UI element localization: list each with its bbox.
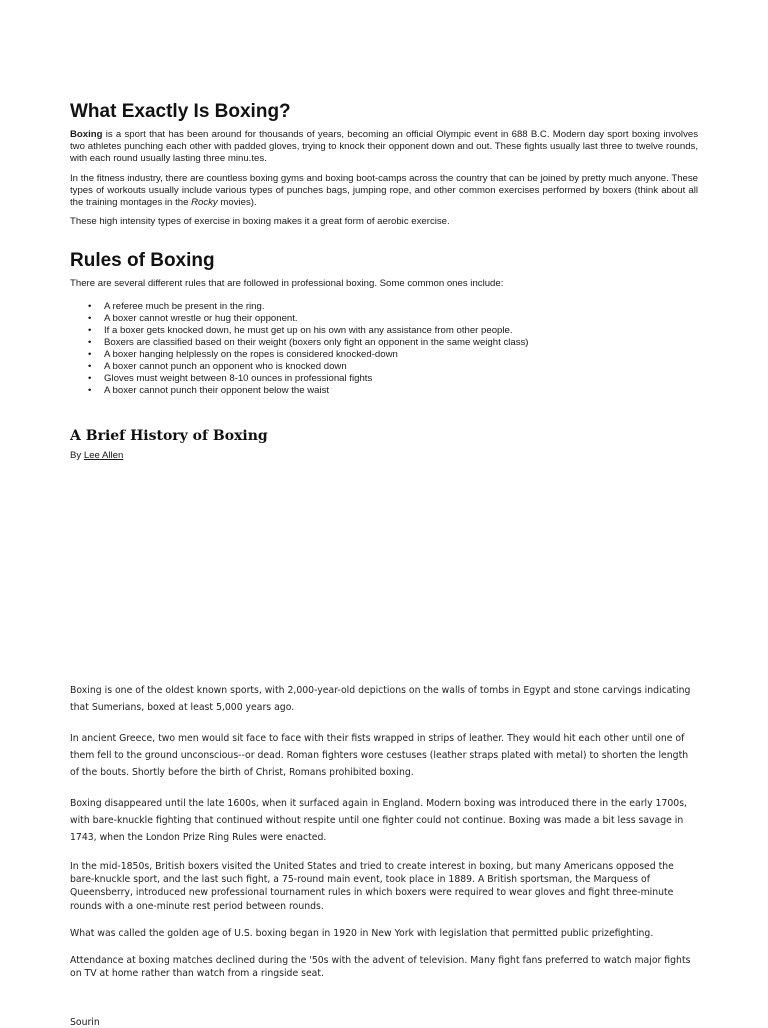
paragraph-aerobic: These high intensity types of exercise in boxing makes it a great form of aerobic exercise. — [70, 216, 450, 228]
paragraph-intro-text: is a sport that has been around for thousands of years, becoming an official Olympic event in 688 B.C. Modern day sport boxing involves two athletes punching each other with padded gloves, trying to knock their opponent down and out. These fights usually last three to twelve rounds, with each round usually lasting three minu.tes. — [70, 129, 698, 165]
list-item — [88, 337, 698, 349]
section-history — [70, 682, 698, 994]
list-item — [88, 301, 698, 313]
history-paragraph: What was called the golden age of U.S. boxing began in 1920 in New York with legislation that permitted public prizefighting. — [70, 927, 654, 939]
bullet-icon: • — [88, 361, 92, 373]
cut-off-text: Sourin — [70, 1017, 100, 1028]
bullet-icon: • — [88, 385, 92, 397]
paragraph-intro — [70, 129, 698, 166]
history-paragraph: In ancient Greece, two men would sit face to face with their fists wrapped in strips of leather. They would hit each other until one of them fell to the ground unconscious--or dead. Roman fighters wore cestuses (leather straps plated with metal) to shorten the length of the bouts. Shortly before the birth of Christ, Romans prohibited boxing. — [70, 733, 689, 778]
section-what-is-boxing — [70, 129, 698, 235]
bullet-icon: • — [88, 349, 92, 361]
paragraph-fitness-end: movies). — [217, 197, 257, 209]
bullet-icon: • — [88, 373, 92, 385]
history-paragraph: Boxing is one of the oldest known sports, with 2,000-year-old depictions on the walls of tombs in Egypt and stone carvings indicating that Sumerians, boxed at least 5,000 years ago. — [70, 685, 691, 713]
list-item-text: A referee much be present in the ring. — [104, 301, 265, 313]
paragraph-fitness — [70, 173, 698, 210]
list-item-text: Boxers are classified based on their weight (boxers only fight an opponent in the same weight class) — [104, 337, 529, 349]
author-link[interactable]: Lee Allen — [83, 450, 124, 461]
rules-list — [70, 301, 698, 397]
bold-term-boxing: Boxing — [70, 129, 103, 140]
list-item — [88, 313, 698, 325]
list-item — [88, 373, 698, 385]
paragraph-fitness-text: In the fitness industry, there are countless boxing gyms and boxing boot-camps across the country that can be joined by pretty much anyone. These types of workouts usually include various types of punches bags, jumping rope, and other common exercises performed by boxers (think about all the training montages in the — [70, 172, 698, 209]
list-item-text: A boxer hanging helplessly on the ropes is considered knocked-down — [104, 349, 398, 361]
bullet-icon: • — [88, 337, 92, 349]
list-item-text: If a boxer gets knocked down, he must get up on his own with any assistance from other people. — [104, 325, 513, 337]
byline — [70, 450, 123, 461]
history-paragraph: Attendance at boxing matches declined during the '50s with the advent of television. Many fight fans preferred to watch major fights on TV at home rather than watch from a ringside seat. — [70, 955, 691, 980]
italic-rocky: Rocky — [191, 197, 218, 209]
heading-rules-of-boxing: Rules of Boxing — [70, 250, 215, 271]
list-item-text: A boxer cannot wrestle or hug their opponent. — [104, 313, 298, 325]
history-paragraph: Boxing disappeared until the late 1600s, when it surfaced again in England. Modern boxing was introduced there in the early 1700s, with bare-knuckle fighting that continued without respite until one fighter could not continue. Boxing was made a bit less savage in 1743, when the London Prize Ring Rules were enacted. — [70, 798, 688, 843]
list-item — [88, 361, 698, 373]
history-paragraph: In the mid-1850s, British boxers visited the United States and tried to create interest in boxing, but many Americans opposed the bare-knuckle sport, and the last such fight, a 75-round main event, took place in 1889. A British sportsman, the Marquess of Queensberry, introduced new professional tournament rules in which boxers were required to wear gloves and fight three-minute rounds with a one-minute rest period between rounds. — [70, 861, 674, 912]
list-item — [88, 385, 698, 397]
list-item-text: Gloves must weight between 8-10 ounces in professional fights — [104, 373, 373, 385]
heading-what-is-boxing: What Exactly Is Boxing? — [70, 101, 291, 122]
section-rules — [70, 278, 698, 397]
list-item-text: A boxer cannot punch their opponent below the waist — [104, 385, 330, 397]
heading-brief-history: A Brief History of Boxing — [70, 428, 268, 444]
list-item — [88, 349, 698, 361]
bullet-icon: • — [88, 325, 92, 337]
list-item-text: A boxer cannot punch an opponent who is knocked down — [104, 361, 347, 373]
bullet-icon: • — [88, 301, 92, 313]
rules-intro: There are several different rules that are followed in professional boxing. Some common ones include: — [70, 278, 504, 289]
bullet-icon: • — [88, 313, 92, 325]
byline-prefix: By — [70, 450, 84, 461]
list-item — [88, 325, 698, 337]
